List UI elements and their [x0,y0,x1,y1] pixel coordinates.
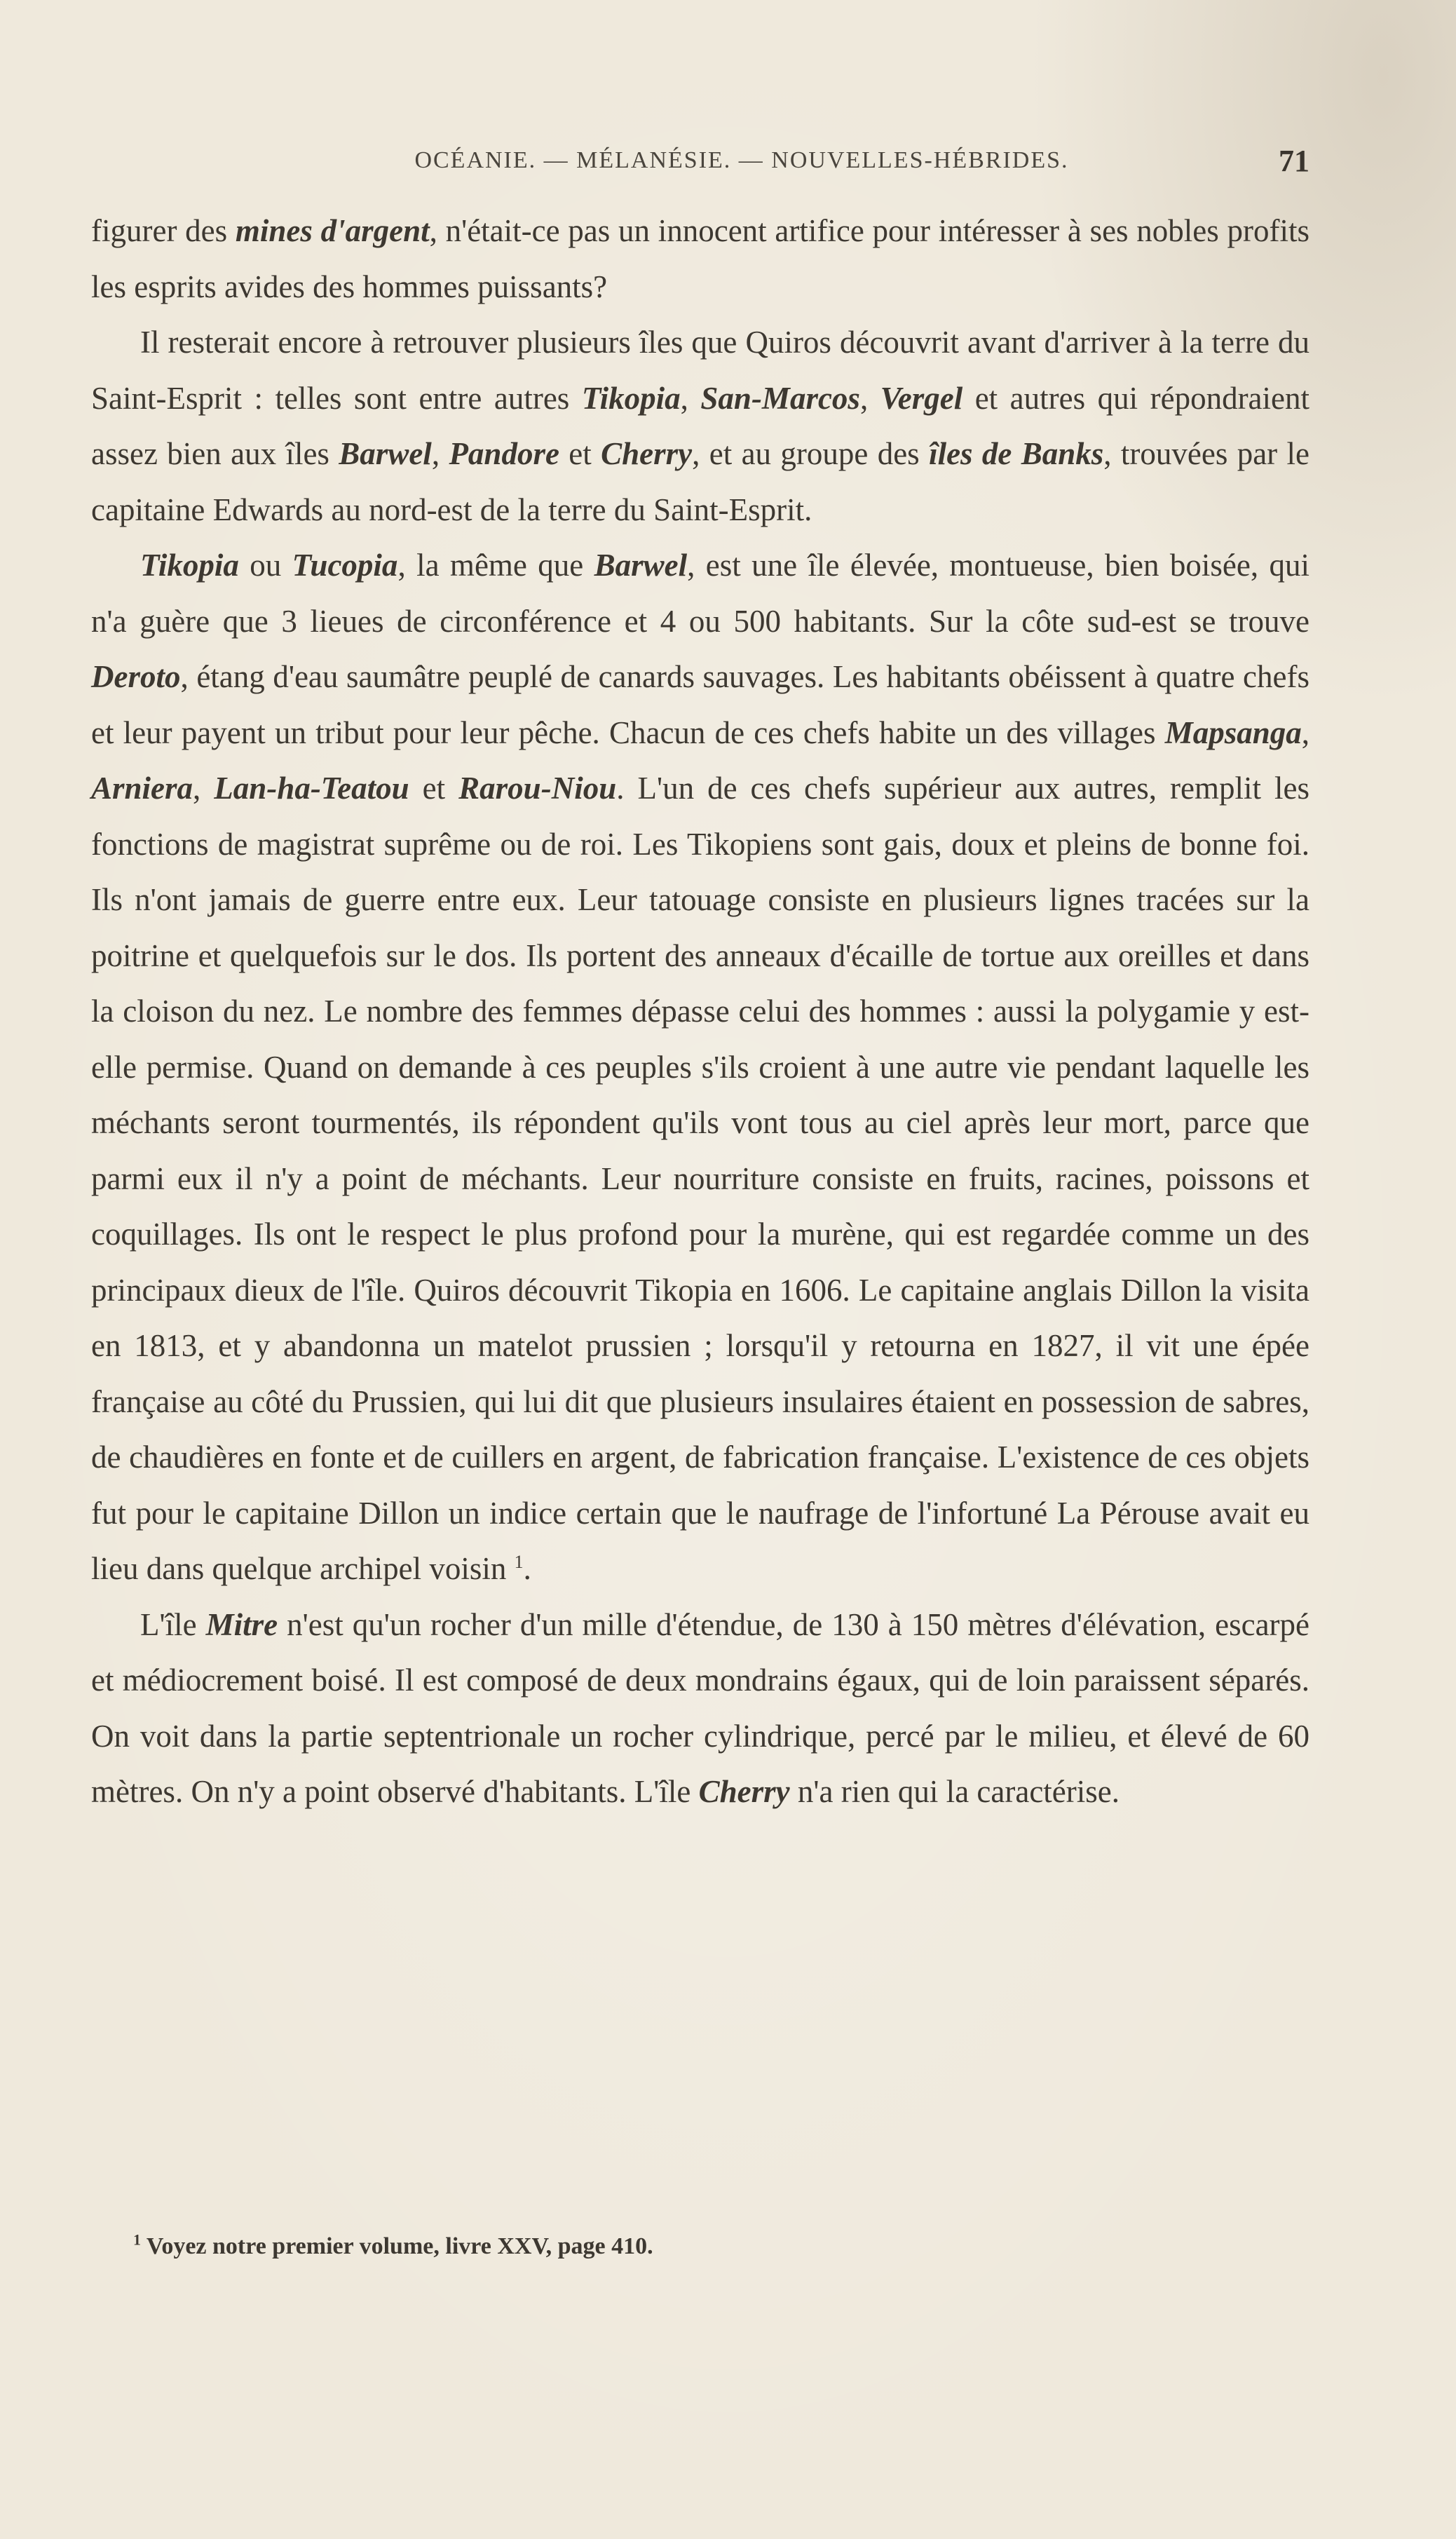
place-name: Cherry [698,1774,790,1809]
running-title: OCÉANIE. — MÉLANÉSIE. — NOUVELLES-HÉBRIDES. [414,147,1069,173]
place-name: Barwel [594,548,688,583]
body-text [91,203,1309,1820]
footnote-reference[interactable]: 1 [514,1552,524,1572]
place-name: Barwel [339,436,432,471]
footnote-text: Voyez notre premier volume, livre XXV, page 410. [141,2233,653,2259]
italic-term: mines d'argent [235,213,430,248]
paragraph-tikopia: Tikopia ou Tucopia, la même que Barwel, est une île élevée, montueuse, bien boisée, qui n'a guère que 3 lieues de circonférence et 4 ou 500 habitants. Sur la côte sud-est se trouve Deroto, étang d'eau saumâtre peuplé de canards sauvages. Les habitants obéissent à quatre chefs et leur payent un tribut pour leur pêche. Chacun de ces chefs habite un des villages Mapsanga, Arniera, Lan-ha-Teatou et Rarou-Niou. L'un de ces chefs supérieur aux autres, remplit les fonctions de magistrat suprême ou de roi. Les Tikopiens sont gais, doux et pleins de bonne foi. Ils n'ont jamais de guerre entre eux. Leur tatouage consiste en plusieurs lignes tracées sur la poitrine et quelquefois sur le dos. Ils portent des anneaux d'écaille de tortue aux oreilles et dans la cloison du nez. Le nombre des femmes dépasse celui des hommes : aussi la polygamie y est-elle permise. Quand on demande à ces peuples s'ils croient à une autre vie pendant laquelle les méchants seront tourmentés, ils répondent qu'ils vont tous au ciel après leur mort, parce que parmi eux il n'y a point de méchants. Leur nourriture consiste en fruits, racines, poissons et coquillages. Ils ont le respect le plus profond pour la murène, qui est regardée comme un des principaux dieux de l'île. Quiros découvrit Tikopia en 1606. Le capitaine anglais Dillon la visita en 1813, et y abandonna un matelot prussien ; lorsqu'il y retourna en 1827, il vit une épée française au côté du Prussien, qui lui dit que plusieurs insulaires étaient en possession de sabres, de chaudières en fonte et de cuillers en argent, de fabrication française. L'existence de ces objets fut pour le capitaine Dillon un indice certain que le naufrage de l'infortuné La Pérouse avait eu lieu dans quelque archipel voisin $^1$. [91,548,1310,1586]
place-name: Pandore [449,436,559,471]
place-name: Rarou-Niou [458,771,617,806]
paragraph-mitre: L'île Mitre n'est qu'un rocher d'un mille d'étendue, de 130 à 150 mètres d'élévation, escarpé et médiocrement boisé. Il est composé de deux mondrains égaux, qui de loin paraissent séparés. On voit dans la partie septentrionale un rocher cylindrique, percé par le milieu, et élevé de 60 mètres. On n'y a point observé d'habitants. L'île Cherry n'a rien qui la caractérise. [91,1606,1310,1809]
paragraph-islands: Il resterait encore à retrouver plusieurs îles que Quiros découvrit avant d'arriver à la terre du Saint-Esprit : telles sont entre autres Tikopia, San-Marcos, Vergel et autres qui répondraient assez bien aux îles Barwel, Pandore et Cherry, et au groupe des îles de Banks, trouvées par le capitaine Edwards au nord-est de la terre du Saint-Esprit. [91,325,1310,527]
page-header [307,144,1309,189]
place-name: Tikopia [140,548,239,583]
page-number: 71 [1279,144,1309,178]
place-name: îles de Banks [929,436,1104,471]
place-name: Deroto [91,659,181,694]
place-name: Arniera [91,771,193,806]
footnote-marker: 1 [133,2230,141,2249]
place-name: Vergel [880,380,963,416]
place-name: Mitre [205,1606,278,1642]
place-name: Tikopia [581,380,681,416]
paragraph-continuation: figurer des mines d'argent, n'était-ce pas un innocent artifice pour intéresser à ses nobles profits les esprits avides des hommes puissants? [91,213,1309,304]
footnote [133,2230,1309,2260]
place-name: San-Marcos [700,380,860,416]
place-name: Tucopia [292,548,398,583]
place-name: Lan-ha-Teatou [214,771,409,806]
place-name: Cherry [601,436,693,471]
place-name: Mapsanga [1164,715,1302,750]
